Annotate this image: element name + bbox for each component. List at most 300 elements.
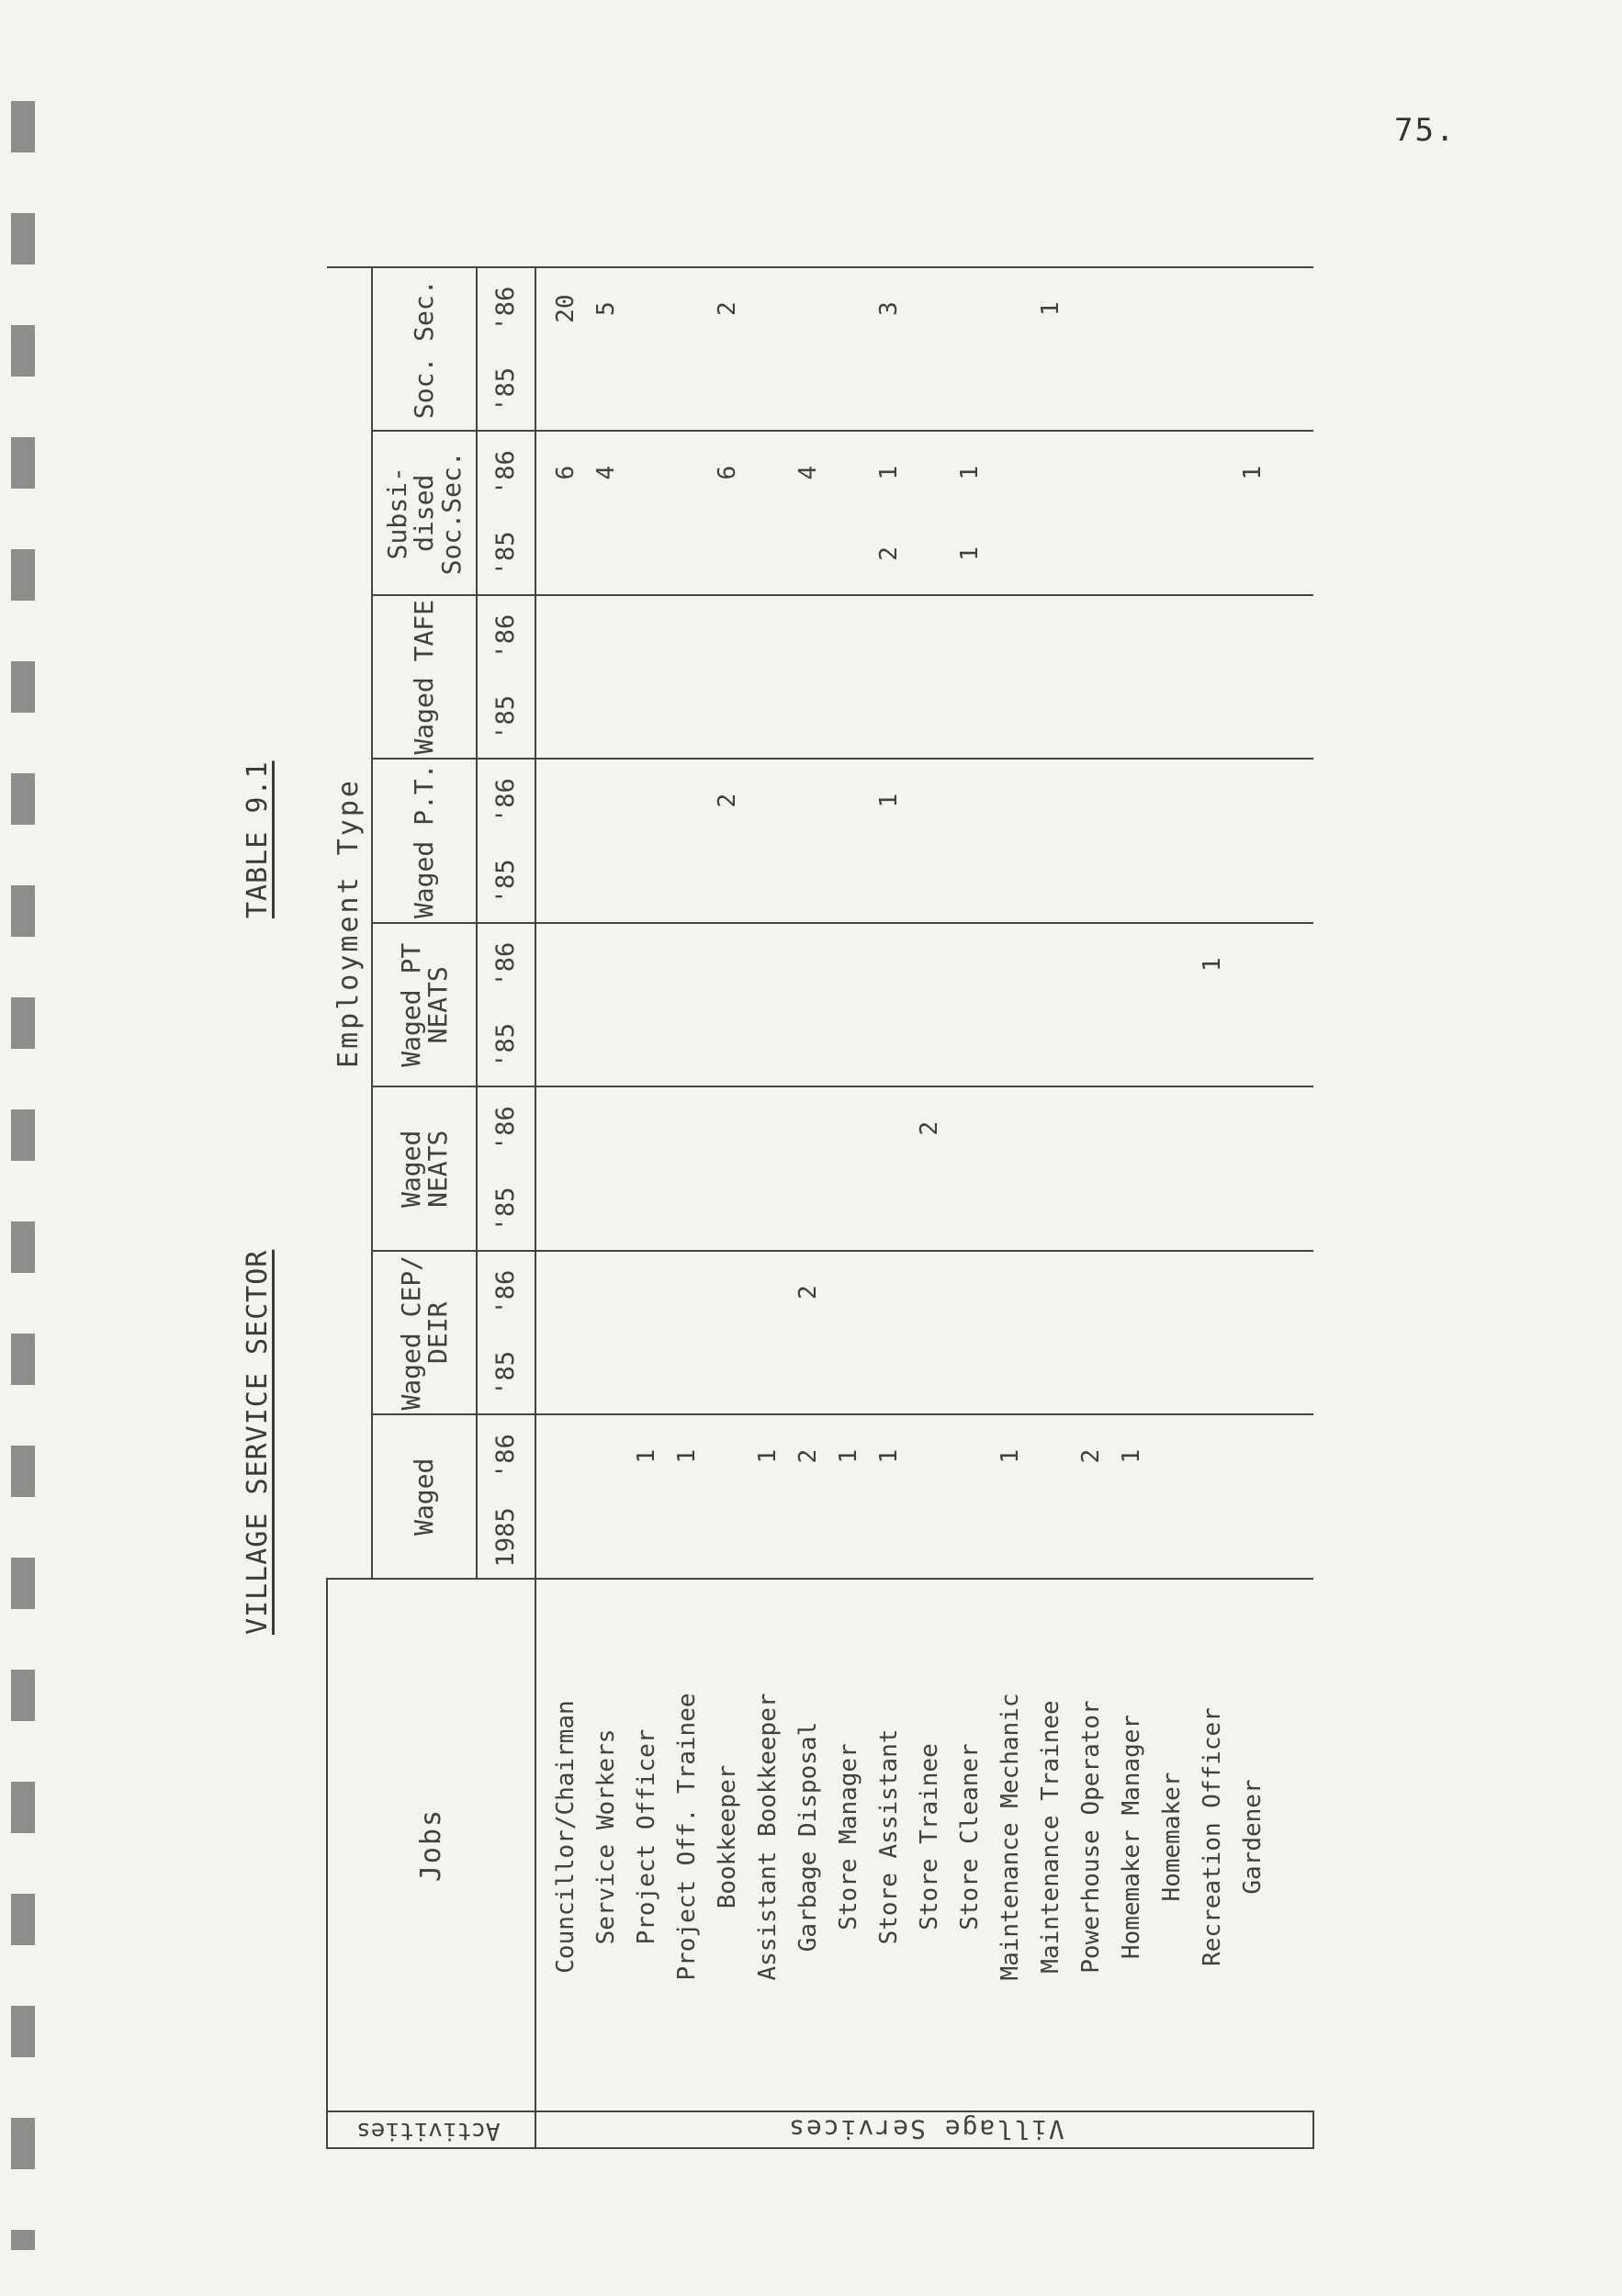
value-cell	[1071, 432, 1111, 513]
value-cell	[586, 1251, 626, 1333]
value-cell	[1233, 1415, 1273, 1497]
value-cell: 2	[788, 1251, 828, 1333]
value-cell	[990, 841, 1031, 923]
category-header: Waged CEP/ DEIR	[372, 1251, 477, 1415]
table-row	[1031, 267, 1071, 2148]
value-cell	[909, 760, 950, 841]
value-cell	[707, 1497, 748, 1579]
year-header: '85	[477, 349, 535, 431]
value-cell	[869, 841, 909, 923]
year-header: '85	[477, 1333, 535, 1414]
value-cell	[1071, 1251, 1111, 1333]
value-cell: 6	[707, 432, 748, 513]
value-cell	[535, 760, 586, 841]
value-cell	[707, 1251, 748, 1333]
value-cell	[828, 760, 869, 841]
value-cell: 2	[909, 1087, 950, 1169]
value-cell	[667, 841, 707, 923]
value-cell	[909, 923, 950, 1005]
value-cell	[1152, 595, 1192, 677]
table-row	[990, 267, 1031, 2148]
value-cell	[626, 513, 667, 595]
value-cell	[1233, 1087, 1273, 1169]
job-name: Homemaker	[1152, 1579, 1192, 2111]
value-cell: 2	[869, 513, 909, 595]
value-cell	[950, 1333, 990, 1414]
value-cell	[707, 513, 748, 595]
value-cell	[626, 432, 667, 513]
value-cell	[869, 1005, 909, 1086]
value-cell	[748, 1497, 788, 1579]
value-cell	[1111, 841, 1152, 923]
year-header: '86	[477, 923, 535, 1005]
value-cell	[1111, 1333, 1152, 1414]
year-header: '86	[477, 267, 535, 349]
value-cell	[586, 841, 626, 923]
value-cell	[1111, 1005, 1152, 1086]
value-cell	[1111, 267, 1152, 349]
value-cell	[1192, 595, 1233, 677]
value-cell	[828, 677, 869, 759]
category-header: Waged NEATS	[372, 1087, 477, 1252]
value-cell	[1152, 1333, 1192, 1414]
value-cell	[1152, 349, 1192, 431]
value-cell: 1	[869, 1415, 909, 1497]
value-cell	[828, 1333, 869, 1414]
value-cell	[748, 1087, 788, 1169]
value-cell	[909, 349, 950, 431]
value-cell	[950, 1415, 990, 1497]
rotated-table-page	[225, 266, 1456, 2149]
activities-header: Activities	[327, 2111, 535, 2148]
table-row	[1111, 267, 1152, 2148]
value-cell	[788, 1169, 828, 1251]
value-cell	[909, 1251, 950, 1333]
value-cell	[1031, 1415, 1071, 1497]
table-row	[586, 267, 626, 2148]
value-cell	[909, 1497, 950, 1579]
value-cell	[990, 1497, 1031, 1579]
job-name: Bookkeeper	[707, 1579, 748, 2111]
value-cell	[1233, 923, 1273, 1005]
value-cell	[788, 923, 828, 1005]
year-header: '86	[477, 595, 535, 677]
year-header: '85	[477, 841, 535, 923]
value-cell	[788, 677, 828, 759]
value-cell	[586, 349, 626, 431]
value-cell	[909, 1169, 950, 1251]
value-cell	[586, 923, 626, 1005]
value-cell	[667, 1005, 707, 1086]
table-row	[626, 267, 667, 2148]
value-cell	[535, 1005, 586, 1086]
value-cell	[1192, 677, 1233, 759]
value-cell	[535, 677, 586, 759]
value-cell	[909, 595, 950, 677]
job-name: Homemaker Manager	[1111, 1579, 1152, 2111]
value-cell	[1031, 1251, 1071, 1333]
value-cell: 1	[667, 1415, 707, 1497]
value-cell	[990, 349, 1031, 431]
value-cell	[950, 841, 990, 923]
job-name: Store Manager	[828, 1579, 869, 2111]
table-row	[1233, 267, 1273, 2148]
table-row	[909, 267, 950, 2148]
value-cell	[535, 513, 586, 595]
value-cell	[1192, 1497, 1233, 1579]
value-cell	[1111, 595, 1152, 677]
job-name: Store Assistant	[869, 1579, 909, 2111]
value-cell	[1233, 1251, 1273, 1333]
value-cell	[828, 923, 869, 1005]
value-cell	[667, 349, 707, 431]
value-cell	[1233, 841, 1273, 923]
value-cell	[1152, 1169, 1192, 1251]
table-body	[535, 267, 1313, 2148]
value-cell	[1192, 1005, 1233, 1086]
job-name: Store Cleaner	[950, 1579, 990, 2111]
value-cell: 1	[869, 760, 909, 841]
value-cell	[535, 595, 586, 677]
section-title: VILLAGE SERVICE SECTOR	[242, 1249, 274, 1635]
value-cell	[909, 267, 950, 349]
value-cell: 1	[869, 432, 909, 513]
value-cell: 2	[1071, 1415, 1111, 1497]
value-cell	[1111, 1497, 1152, 1579]
employment-type-header: Employment Type	[327, 267, 372, 1579]
value-cell	[667, 513, 707, 595]
value-cell	[1233, 1169, 1273, 1251]
value-cell	[707, 1415, 748, 1497]
job-name: Service Workers	[586, 1579, 626, 2111]
value-cell	[707, 1333, 748, 1414]
category-header: Waged TAFE	[372, 595, 477, 760]
value-cell	[1192, 1169, 1233, 1251]
value-cell: 1	[626, 1415, 667, 1497]
value-cell	[667, 677, 707, 759]
value-cell	[1152, 1087, 1192, 1169]
value-cell	[1031, 1497, 1071, 1579]
value-cell	[707, 677, 748, 759]
value-cell	[667, 595, 707, 677]
table-row	[535, 267, 586, 2148]
value-cell	[828, 1251, 869, 1333]
value-cell	[869, 1087, 909, 1169]
value-cell	[1031, 349, 1071, 431]
value-cell	[909, 1005, 950, 1086]
category-header: Soc. Sec.	[372, 267, 477, 432]
value-cell	[748, 349, 788, 431]
value-cell: 1	[1192, 923, 1233, 1005]
value-cell	[1071, 841, 1111, 923]
value-cell	[869, 923, 909, 1005]
value-cell	[788, 595, 828, 677]
value-cell	[626, 677, 667, 759]
value-cell	[828, 595, 869, 677]
value-cell: 4	[788, 432, 828, 513]
value-cell: 5	[586, 267, 626, 349]
value-cell	[1031, 677, 1071, 759]
value-cell	[626, 1497, 667, 1579]
value-cell	[1031, 1005, 1071, 1086]
value-cell: 1	[1031, 267, 1071, 349]
value-cell	[1233, 677, 1273, 759]
value-cell	[990, 595, 1031, 677]
table-row	[1071, 267, 1111, 2148]
value-cell	[1233, 1333, 1273, 1414]
value-cell	[1071, 1497, 1111, 1579]
year-header: '86	[477, 1087, 535, 1169]
value-cell	[707, 1169, 748, 1251]
value-cell	[788, 1005, 828, 1086]
value-cell	[990, 1169, 1031, 1251]
value-cell	[586, 1169, 626, 1251]
value-cell	[1152, 432, 1192, 513]
value-cell	[1233, 1497, 1273, 1579]
value-cell	[950, 760, 990, 841]
table-row	[748, 267, 788, 2148]
value-cell	[586, 760, 626, 841]
value-cell	[1111, 677, 1152, 759]
value-cell	[535, 1251, 586, 1333]
value-cell	[1152, 513, 1192, 595]
value-cell	[1233, 760, 1273, 841]
value-cell: 1	[950, 432, 990, 513]
value-cell	[869, 595, 909, 677]
value-cell	[869, 677, 909, 759]
value-cell	[1192, 760, 1233, 841]
value-cell	[1071, 677, 1111, 759]
value-cell	[1031, 1169, 1071, 1251]
value-cell	[748, 267, 788, 349]
job-name: Powerhouse Operator	[1071, 1579, 1111, 2111]
value-cell	[1031, 1087, 1071, 1169]
value-cell	[828, 1169, 869, 1251]
table-title: TABLE 9.1	[242, 760, 274, 918]
filler-row	[1273, 267, 1313, 2148]
value-cell	[950, 1497, 990, 1579]
value-cell	[535, 1169, 586, 1251]
title-bar	[225, 266, 326, 2149]
value-cell	[586, 1497, 626, 1579]
value-cell	[1233, 595, 1273, 677]
value-cell: 1	[828, 1415, 869, 1497]
value-cell: 4	[586, 432, 626, 513]
value-cell	[828, 432, 869, 513]
value-cell	[990, 513, 1031, 595]
value-cell	[748, 923, 788, 1005]
value-cell	[1031, 595, 1071, 677]
value-cell	[1192, 1087, 1233, 1169]
value-cell	[1071, 349, 1111, 431]
year-header: '85	[477, 1169, 535, 1251]
value-cell	[869, 1497, 909, 1579]
value-cell	[1152, 267, 1192, 349]
value-cell	[586, 1005, 626, 1086]
value-cell	[1152, 1415, 1192, 1497]
value-cell	[909, 1333, 950, 1414]
value-cell	[1111, 349, 1152, 431]
value-cell	[1152, 841, 1192, 923]
year-header: 1985	[477, 1497, 535, 1579]
value-cell	[869, 1333, 909, 1414]
jobs-header: Jobs	[327, 1579, 535, 2111]
value-cell	[1233, 349, 1273, 431]
value-cell	[626, 595, 667, 677]
value-cell	[950, 349, 990, 431]
value-cell	[535, 923, 586, 1005]
value-cell	[626, 267, 667, 349]
value-cell	[1192, 1251, 1233, 1333]
value-cell	[748, 1169, 788, 1251]
value-cell	[828, 267, 869, 349]
value-cell	[707, 595, 748, 677]
value-cell	[990, 1087, 1031, 1169]
job-name: Project Officer	[626, 1579, 667, 2111]
value-cell	[626, 1005, 667, 1086]
value-cell: 1	[990, 1415, 1031, 1497]
value-cell	[1192, 513, 1233, 595]
value-cell	[626, 1169, 667, 1251]
value-cell	[1071, 595, 1111, 677]
value-cell	[909, 1415, 950, 1497]
job-name: Project Off. Trainee	[667, 1579, 707, 2111]
value-cell	[1111, 432, 1152, 513]
value-cell	[748, 1005, 788, 1086]
value-cell	[535, 841, 586, 923]
job-name: Maintenance Mechanic	[990, 1579, 1031, 2111]
value-cell	[1192, 1333, 1233, 1414]
value-cell	[667, 760, 707, 841]
value-cell	[535, 1497, 586, 1579]
value-cell	[1111, 760, 1152, 841]
value-cell: 2	[707, 267, 748, 349]
value-cell	[667, 1251, 707, 1333]
table-row	[869, 267, 909, 2148]
value-cell	[535, 349, 586, 431]
value-cell	[828, 841, 869, 923]
category-header: Waged P.T.	[372, 760, 477, 924]
category-header: Waged	[372, 1415, 477, 1580]
value-cell	[535, 1415, 586, 1497]
year-header: '85	[477, 1005, 535, 1086]
value-cell	[828, 1005, 869, 1086]
job-name: Recreation Officer	[1192, 1579, 1233, 2111]
value-cell	[626, 760, 667, 841]
value-cell	[1111, 1087, 1152, 1169]
value-cell	[748, 1251, 788, 1333]
value-cell	[667, 1087, 707, 1169]
category-header: Waged PT NEATS	[372, 923, 477, 1087]
category-header: Subsi- dised Soc.Sec.	[372, 432, 477, 596]
job-name: Councillor/Chairman	[535, 1579, 586, 2111]
year-header: '86	[477, 1415, 535, 1497]
value-cell	[950, 923, 990, 1005]
value-cell: 2	[707, 760, 748, 841]
value-cell	[707, 923, 748, 1005]
value-cell	[586, 595, 626, 677]
value-cell	[707, 841, 748, 923]
value-cell	[1071, 1169, 1111, 1251]
value-cell	[1031, 841, 1071, 923]
value-cell	[950, 1169, 990, 1251]
value-cell	[1152, 1251, 1192, 1333]
value-cell	[748, 841, 788, 923]
value-cell	[990, 1005, 1031, 1086]
value-cell	[626, 1251, 667, 1333]
value-cell	[586, 1415, 626, 1497]
value-cell	[626, 1333, 667, 1414]
value-cell: 2	[788, 1415, 828, 1497]
value-cell	[586, 1087, 626, 1169]
value-cell	[950, 267, 990, 349]
value-cell	[990, 677, 1031, 759]
value-cell	[667, 267, 707, 349]
table-row	[1152, 267, 1192, 2148]
value-cell	[1152, 677, 1192, 759]
value-cell	[950, 595, 990, 677]
value-cell	[869, 349, 909, 431]
value-cell	[788, 760, 828, 841]
job-name: Store Trainee	[909, 1579, 950, 2111]
value-cell	[1233, 267, 1273, 349]
value-cell	[748, 1333, 788, 1414]
value-cell	[748, 432, 788, 513]
job-name: Assistant Bookkeeper	[748, 1579, 788, 2111]
value-cell	[1031, 760, 1071, 841]
value-cell	[788, 513, 828, 595]
value-cell	[1071, 267, 1111, 349]
value-cell: 3	[869, 267, 909, 349]
value-cell	[788, 267, 828, 349]
year-header: '85	[477, 513, 535, 595]
value-cell	[828, 1497, 869, 1579]
value-cell: 6	[535, 432, 586, 513]
table-row	[667, 267, 707, 2148]
value-cell: 1	[1233, 432, 1273, 513]
value-cell	[909, 841, 950, 923]
value-cell	[1233, 1005, 1273, 1086]
value-cell: 20	[535, 267, 586, 349]
value-cell	[1071, 1333, 1111, 1414]
value-cell	[1071, 513, 1111, 595]
value-cell	[990, 267, 1031, 349]
activity-cell: Village Services	[535, 2111, 1313, 2148]
value-cell	[788, 1497, 828, 1579]
value-cell	[909, 677, 950, 759]
value-cell	[586, 513, 626, 595]
job-name: Gardener	[1233, 1579, 1273, 2111]
value-cell	[788, 841, 828, 923]
value-cell	[535, 1087, 586, 1169]
value-cell	[788, 349, 828, 431]
value-cell	[1152, 1497, 1192, 1579]
value-cell	[990, 760, 1031, 841]
value-cell	[1111, 1169, 1152, 1251]
value-cell	[950, 1005, 990, 1086]
value-cell	[535, 1333, 586, 1414]
value-cell	[990, 1333, 1031, 1414]
value-cell	[950, 677, 990, 759]
table-row	[788, 267, 828, 2148]
value-cell	[788, 1333, 828, 1414]
value-cell	[909, 513, 950, 595]
value-cell	[667, 1169, 707, 1251]
table-row	[950, 267, 990, 2148]
table-row	[828, 267, 869, 2148]
value-cell	[748, 513, 788, 595]
value-cell	[667, 432, 707, 513]
